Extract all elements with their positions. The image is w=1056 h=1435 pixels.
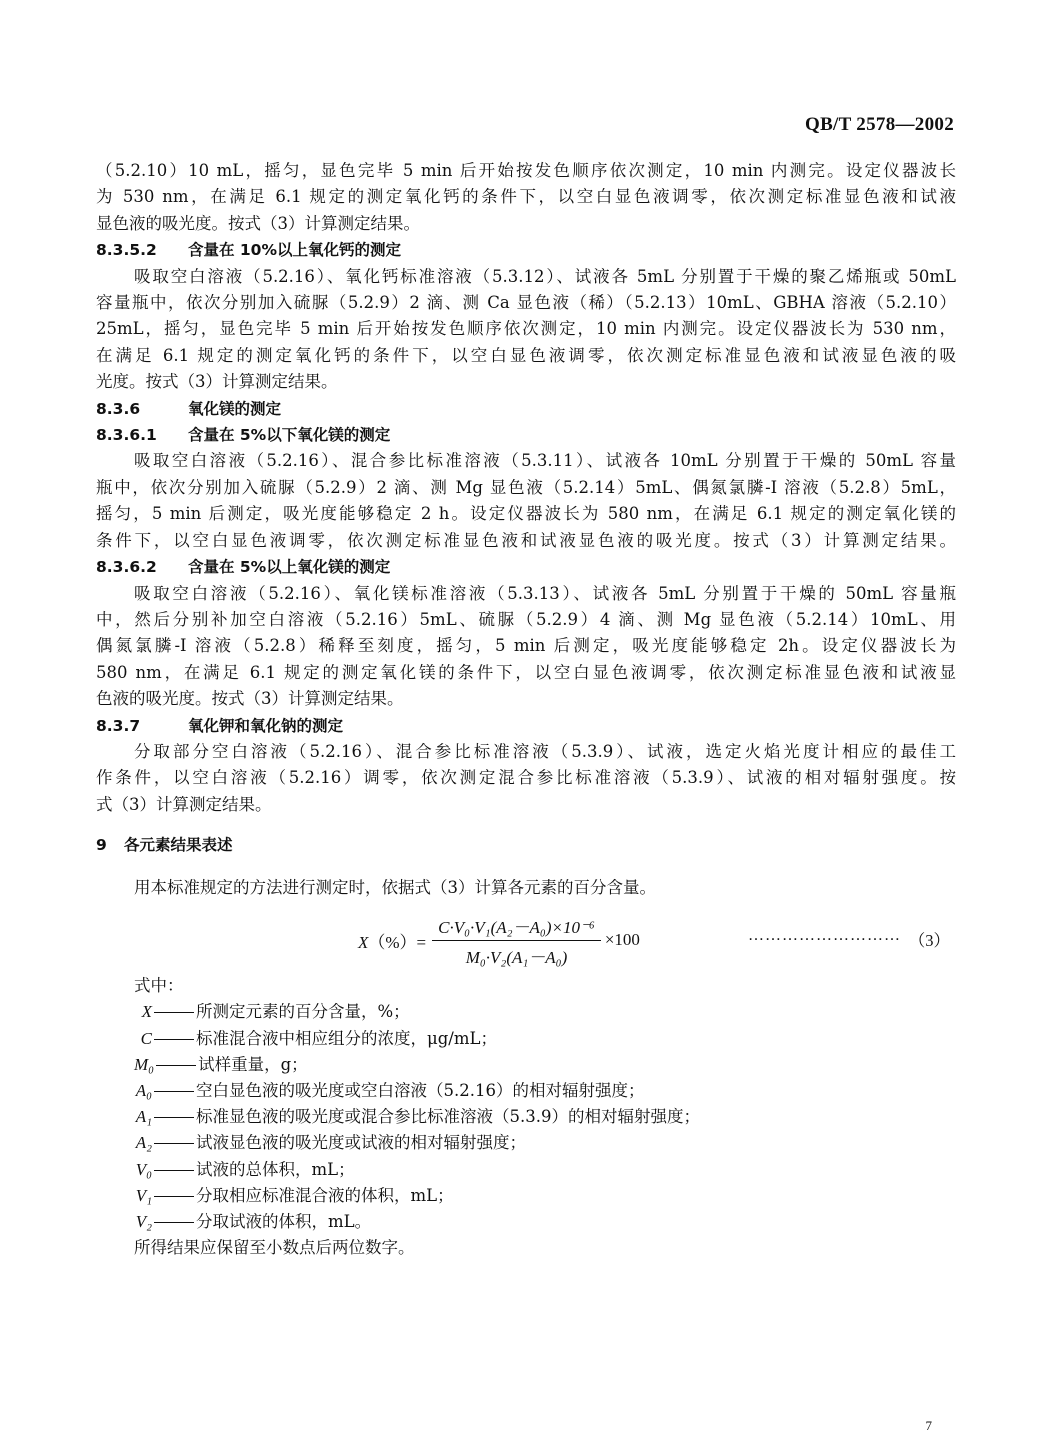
section-heading-8-3-7 (96, 713, 956, 739)
definition-item (96, 1157, 956, 1183)
text-line: 瓶中，依次分别加入硫脲（5.2.9）2 滴、测 Mg 显色液（5.2.14）5mL、偶氮氯膦-I 溶液（5.2.8）5mL， (96, 477, 956, 497)
section-title: 含量在 10%以上氧化钙的测定 (188, 241, 401, 260)
definition-item (96, 1052, 956, 1078)
definition-symbol: V₂ (135, 1212, 152, 1231)
definition-symbol: X (141, 1002, 152, 1022)
section-number: 8.3.7 (96, 716, 141, 735)
equation-number: （3） (908, 930, 950, 950)
text-line: 分取部分空白溶液（5.2.16）、混合参比标准溶液（5.3.9）、试液，选定火焰光度计相应的最佳工 (134, 741, 956, 761)
formula-lhs-var: X (358, 932, 369, 952)
section-number: 8.3.6 (96, 399, 141, 418)
definition-item (96, 1078, 956, 1104)
definition-item (96, 1104, 956, 1130)
text-line: 吸取空白溶液（5.2.16）、氧化镁标准溶液（5.3.13）、试液各 5mL 分别置于干燥的 50mL 容量瓶 (134, 583, 956, 603)
definition-text: 标准混合液中相应组分的浓度，μg/mL； (196, 1028, 497, 1048)
text-line: 偶氮氯膦-I 溶液（5.2.8）稀释至刻度，摇匀，5 min 后测定，吸光度能够稳定 2h。设定仪器波长为 (96, 636, 956, 656)
text-line: 光度。按式（3）计算测定结果。 (96, 372, 338, 392)
em-dash (154, 1143, 194, 1144)
formula-expression (358, 913, 640, 968)
text-line: 中，然后分别补加空白溶液（5.2.16）5mL、硫脲（5.2.9）4 滴、测 Mg 显色液（5.2.14）10mL、用 (96, 609, 956, 629)
text-line: 条件下，以空白显色液调零，依次测定标准显色液和试液显色液的吸光度。按式（3）计算测定结果。 (96, 530, 956, 550)
formula-numerator: C·V₀·V₁(A₂－A₀)×10⁻⁶ (432, 913, 601, 941)
formula-3 (96, 909, 956, 967)
definition-item (96, 1026, 956, 1052)
page-number: 7 (925, 1418, 932, 1433)
em-dash (154, 1117, 194, 1118)
definition-symbol: C (140, 1028, 152, 1048)
text-line: 式（3）计算测定结果。 (96, 794, 272, 814)
definition-text: 试样重量，g； (198, 1054, 308, 1074)
text-line: 吸取空白溶液（5.2.16）、氧化钙标准溶液（5.3.12）、试液各 5mL 分别置于干燥的聚乙烯瓶或 50mL (134, 266, 956, 286)
formula-rhs: ×100 (604, 930, 640, 950)
text-line: 为 530 nm，在满足 6.1 规定的测定氧化钙的条件下，以空白显色液调零，依次测定标准显色液和试液 (96, 187, 956, 207)
definition-item (96, 1183, 956, 1209)
definition-list (96, 999, 956, 1235)
em-dash (154, 1196, 194, 1197)
definition-item (96, 999, 956, 1025)
text-line: 在满足 6.1 规定的测定氧化钙的条件下，以空白显色液调零，依次测定标准显色液和试液显色液的吸 (96, 345, 956, 365)
text-line: 吸取空白溶液（5.2.16）、混合参比标准溶液（5.3.11）、试液各 10mL 分别置于干燥的 50mL 容量 (134, 451, 956, 471)
definition-text: 所测定元素的百分含量，%； (196, 1002, 410, 1022)
section-paragraph (96, 739, 956, 818)
formula-denominator: M₀·V₂(A₁－A₀) (465, 947, 568, 967)
em-dash (154, 1222, 194, 1223)
section-heading-8-3-6-2 (96, 554, 956, 580)
section-title: 含量在 5%以下氧化镁的测定 (188, 426, 391, 445)
section-paragraph (96, 448, 956, 554)
formula-lhs-unit: （%）= (368, 932, 427, 952)
section-number: 9 (96, 836, 107, 855)
section-heading-8-3-5-2 (96, 237, 956, 263)
text-line: 作条件，以空白溶液（5.2.16）调零，依次测定混合参比标准溶液（5.3.9）、试液的相对辐射强度。按 (96, 768, 956, 788)
section-number: 8.3.6.2 (96, 558, 157, 577)
page-content (96, 158, 956, 1262)
em-dash (156, 1065, 196, 1066)
section-title: 含量在 5%以上氧化镁的测定 (188, 558, 391, 577)
section-paragraph (96, 264, 956, 396)
em-dash (154, 1012, 194, 1013)
section-title: 氧化镁的测定 (188, 399, 282, 418)
em-dash (154, 1039, 194, 1040)
em-dash (154, 1170, 194, 1171)
section-title: 氧化钾和氧化钠的测定 (188, 716, 344, 735)
definition-text: 试液的总体积，mL； (196, 1159, 355, 1179)
text-line: 容量瓶中，依次分别加入硫脲（5.2.9）2 滴、测 Ca 显色液（稀）（5.2.13）10mL、GBHA 溶液（5.2.10） (96, 293, 956, 313)
definition-text: 空白显色液的吸光度或空白溶液（5.2.16）的相对辐射强度； (196, 1080, 645, 1100)
section-number: 8.3.6.1 (96, 426, 157, 445)
definition-symbol: A₂ (135, 1133, 152, 1153)
text-line: 摇匀，5 min 后测定，吸光度能够稳定 2 h。设定仪器波长为 580 nm，在满足 6.1 规定的测定氧化镁的 (96, 504, 956, 524)
formula-lhs (358, 928, 426, 953)
text-line: 色液的吸光度。按式（3）计算测定结果。 (96, 689, 404, 709)
definition-item (96, 1130, 956, 1156)
definition-text: 分取试液的体积，mL。 (196, 1212, 372, 1231)
section-intro: 用本标准规定的方法进行测定时，依据式（3）计算各元素的百分含量。 (134, 877, 656, 897)
text-line: （5.2.10）10 mL，摇匀，显色完毕 5 min 后开始按发色顺序依次测定，10 min 内测完。设定仪器波长 (96, 161, 956, 180)
definition-item (96, 1209, 956, 1235)
definition-symbol: A₀ (135, 1080, 152, 1100)
formula-fraction (432, 913, 601, 968)
definition-symbol: V₀ (135, 1159, 152, 1179)
text-line: 25mL，摇匀，显色完毕 5 min 后开始按发色顺序依次测定，10 min 内测完。设定仪器波长为 530 nm， (96, 319, 956, 339)
intro-paragraph (96, 158, 956, 237)
section-title: 各元素结果表述 (124, 836, 233, 855)
definition-text: 试液显色液的吸光度或试液的相对辐射强度； (196, 1133, 526, 1153)
standard-code: QB/T 2578—2002 (804, 114, 954, 135)
definition-text: 标准显色液的吸光度或混合参比标准溶液（5.3.9）的相对辐射强度； (196, 1107, 700, 1127)
section-number: 8.3.5.2 (96, 241, 157, 260)
section-heading-8-3-6 (96, 396, 956, 422)
definition-symbol: A₁ (135, 1107, 152, 1127)
definition-text: 分取相应标准混合液的体积，mL； (196, 1185, 454, 1205)
definition-symbol: M₀ (134, 1054, 155, 1074)
definition-symbol: V₁ (135, 1185, 152, 1205)
text-line: 显色液的吸光度。按式（3）计算测定结果。 (96, 213, 420, 233)
text-line: 580 nm，在满足 6.1 规定的测定氧化镁的条件下，以空白显色液调零，依次测定标准显色液和试液显 (96, 662, 956, 682)
where-label: 式中： (134, 975, 184, 995)
closing-note: 所得结果应保留至小数点后两位数字。 (134, 1238, 415, 1258)
section-heading-8-3-6-1 (96, 422, 956, 448)
formula-leader-dots: ……………………… (748, 926, 901, 944)
section-paragraph (96, 581, 956, 713)
section-heading-9 (96, 832, 956, 858)
em-dash (154, 1091, 194, 1092)
